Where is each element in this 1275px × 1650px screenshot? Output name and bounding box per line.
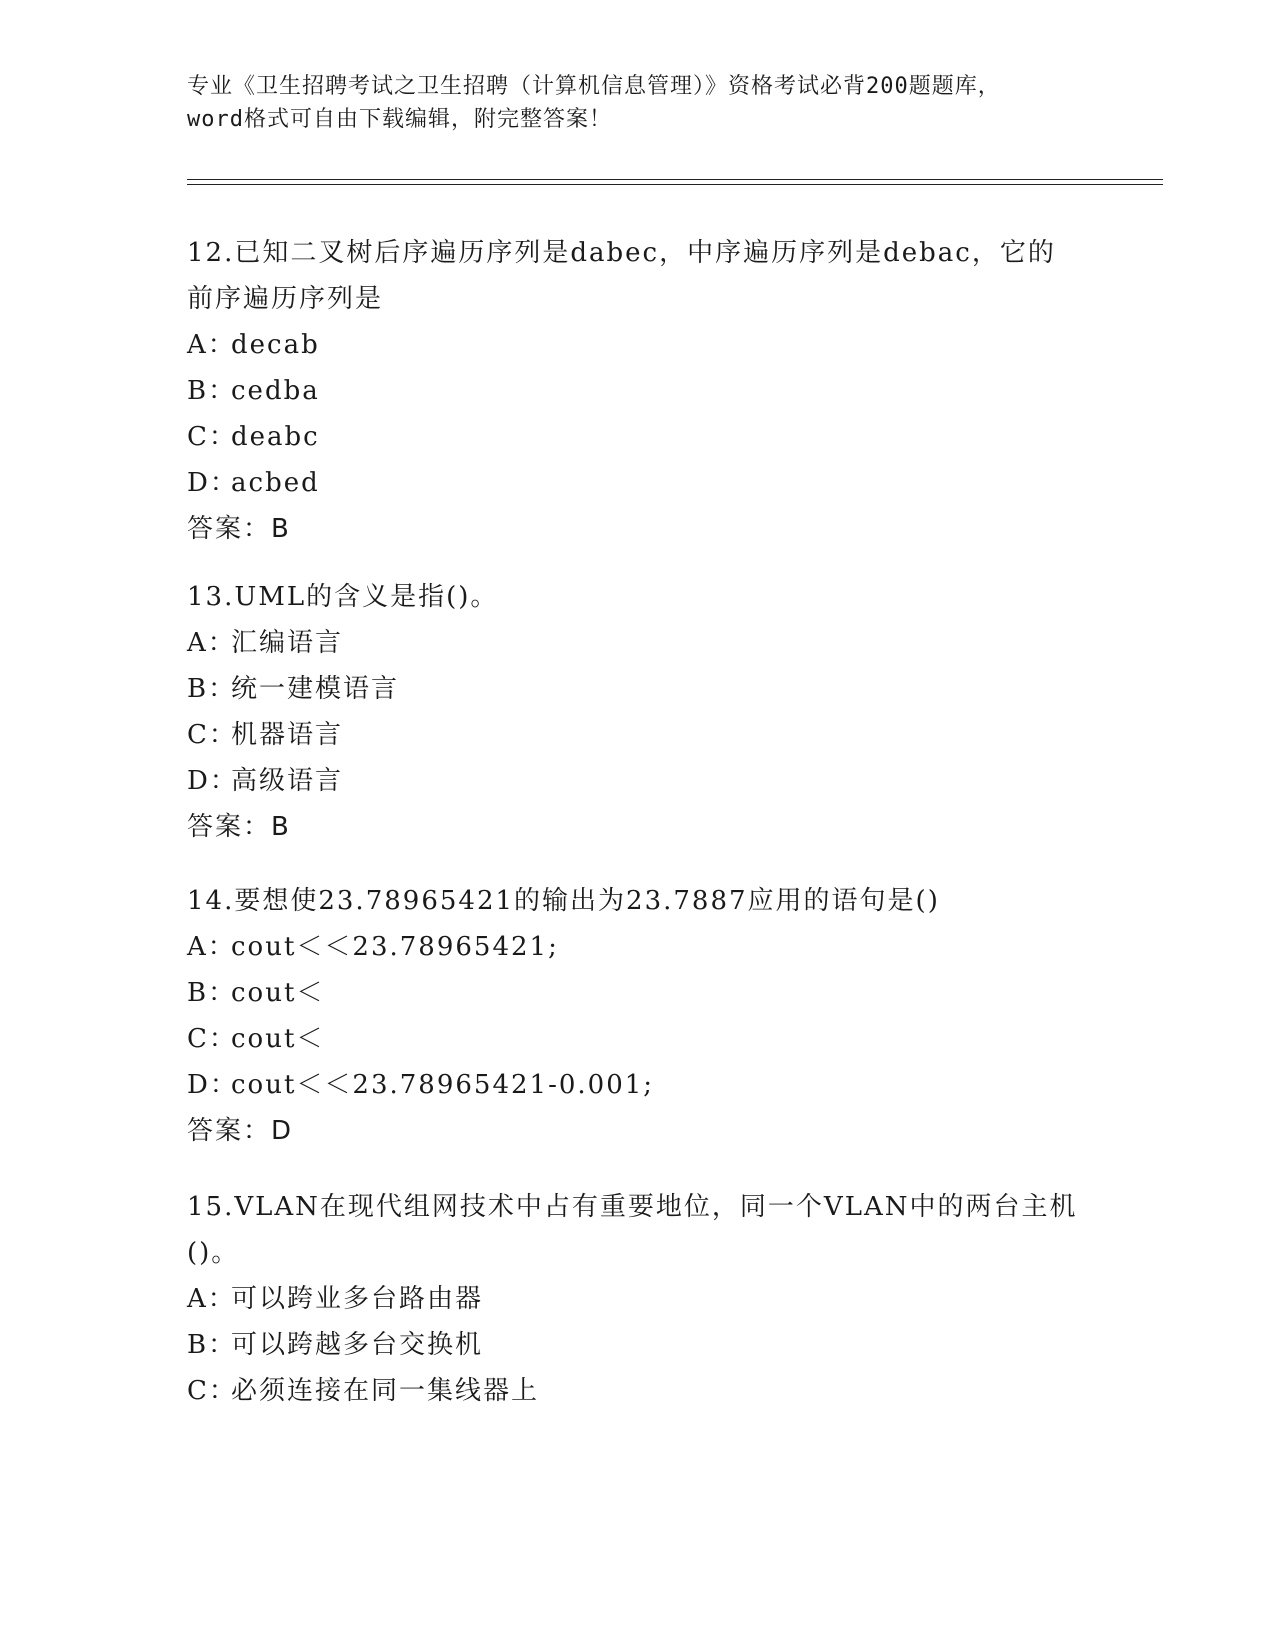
option-a (187, 924, 1087, 970)
header-line-1: 专业《卫生招聘考试之卫生招聘（计算机信息管理）》资格考试必背200题题库， (187, 74, 1001, 99)
option-letter: C： (187, 422, 237, 452)
option-letter: C： (187, 1376, 237, 1406)
question-stem-line: 前序遍历序列是 (187, 284, 384, 314)
question-stem-line: 12.已知二叉树后序遍历序列是dabec，中序遍历序列是debac，它的 (187, 238, 1056, 268)
question-stem-line: 14.要想使23.78965421的输出为23.7887应用的语句是() (187, 886, 940, 916)
option-text: cout＜ (231, 1024, 325, 1054)
option-c (187, 1016, 1087, 1062)
question-15 (187, 1184, 1087, 1414)
option-b (187, 666, 1087, 712)
option-text: cout＜＜23.78965421-0.001; (231, 1070, 655, 1100)
option-letter: A： (187, 1284, 236, 1314)
option-letter: A： (187, 932, 236, 962)
option-text: 可以跨业多台路由器 (231, 1284, 484, 1314)
document-header (187, 70, 1087, 136)
option-letter: D： (187, 468, 238, 498)
option-d (187, 758, 1087, 804)
option-b (187, 368, 1087, 414)
question-13 (187, 574, 1087, 850)
option-text: 汇编语言 (231, 628, 344, 658)
option-c (187, 712, 1087, 758)
option-a (187, 620, 1087, 666)
question-stem-line: 13.UML的含义是指()。 (187, 582, 499, 612)
option-d (187, 460, 1087, 506)
option-text: 可以跨越多台交换机 (231, 1330, 484, 1360)
question-14 (187, 878, 1087, 1154)
option-a (187, 1276, 1087, 1322)
option-letter: B： (187, 978, 237, 1008)
option-letter: A： (187, 330, 236, 360)
option-text: acbed (231, 468, 320, 498)
option-text: 统一建模语言 (231, 674, 400, 704)
option-text: 机器语言 (231, 720, 344, 750)
option-letter: D： (187, 1070, 238, 1100)
option-letter: B： (187, 376, 237, 406)
header-line-2: word格式可自由下载编辑，附完整答案！ (187, 107, 612, 132)
option-text: cout＜ (231, 978, 325, 1008)
option-d (187, 1062, 1087, 1108)
question-12 (187, 230, 1087, 552)
option-letter: B： (187, 674, 237, 704)
option-letter: B： (187, 1330, 237, 1360)
answer-line: 答案：D (187, 1116, 294, 1146)
option-b (187, 1322, 1087, 1368)
answer-line: 答案：B (187, 514, 291, 544)
option-letter: C： (187, 1024, 237, 1054)
option-b (187, 970, 1087, 1016)
option-letter: D： (187, 766, 238, 796)
option-text: cedba (231, 376, 320, 406)
option-text: decab (231, 330, 320, 360)
option-text: 高级语言 (231, 766, 344, 796)
header-divider-top (187, 179, 1163, 180)
option-text: 必须连接在同一集线器上 (231, 1376, 540, 1406)
option-text: deabc (231, 422, 320, 452)
option-letter: C： (187, 720, 237, 750)
header-divider-bottom (187, 184, 1163, 185)
question-stem-line: ()。 (187, 1238, 240, 1268)
option-c (187, 1368, 1087, 1414)
option-a (187, 322, 1087, 368)
option-c (187, 414, 1087, 460)
question-stem-line: 15.VLAN在现代组网技术中占有重要地位，同一个VLAN中的两台主机 (187, 1192, 1078, 1222)
option-letter: A： (187, 628, 236, 658)
answer-line: 答案：B (187, 812, 291, 842)
option-text: cout＜＜23.78965421; (231, 932, 559, 962)
